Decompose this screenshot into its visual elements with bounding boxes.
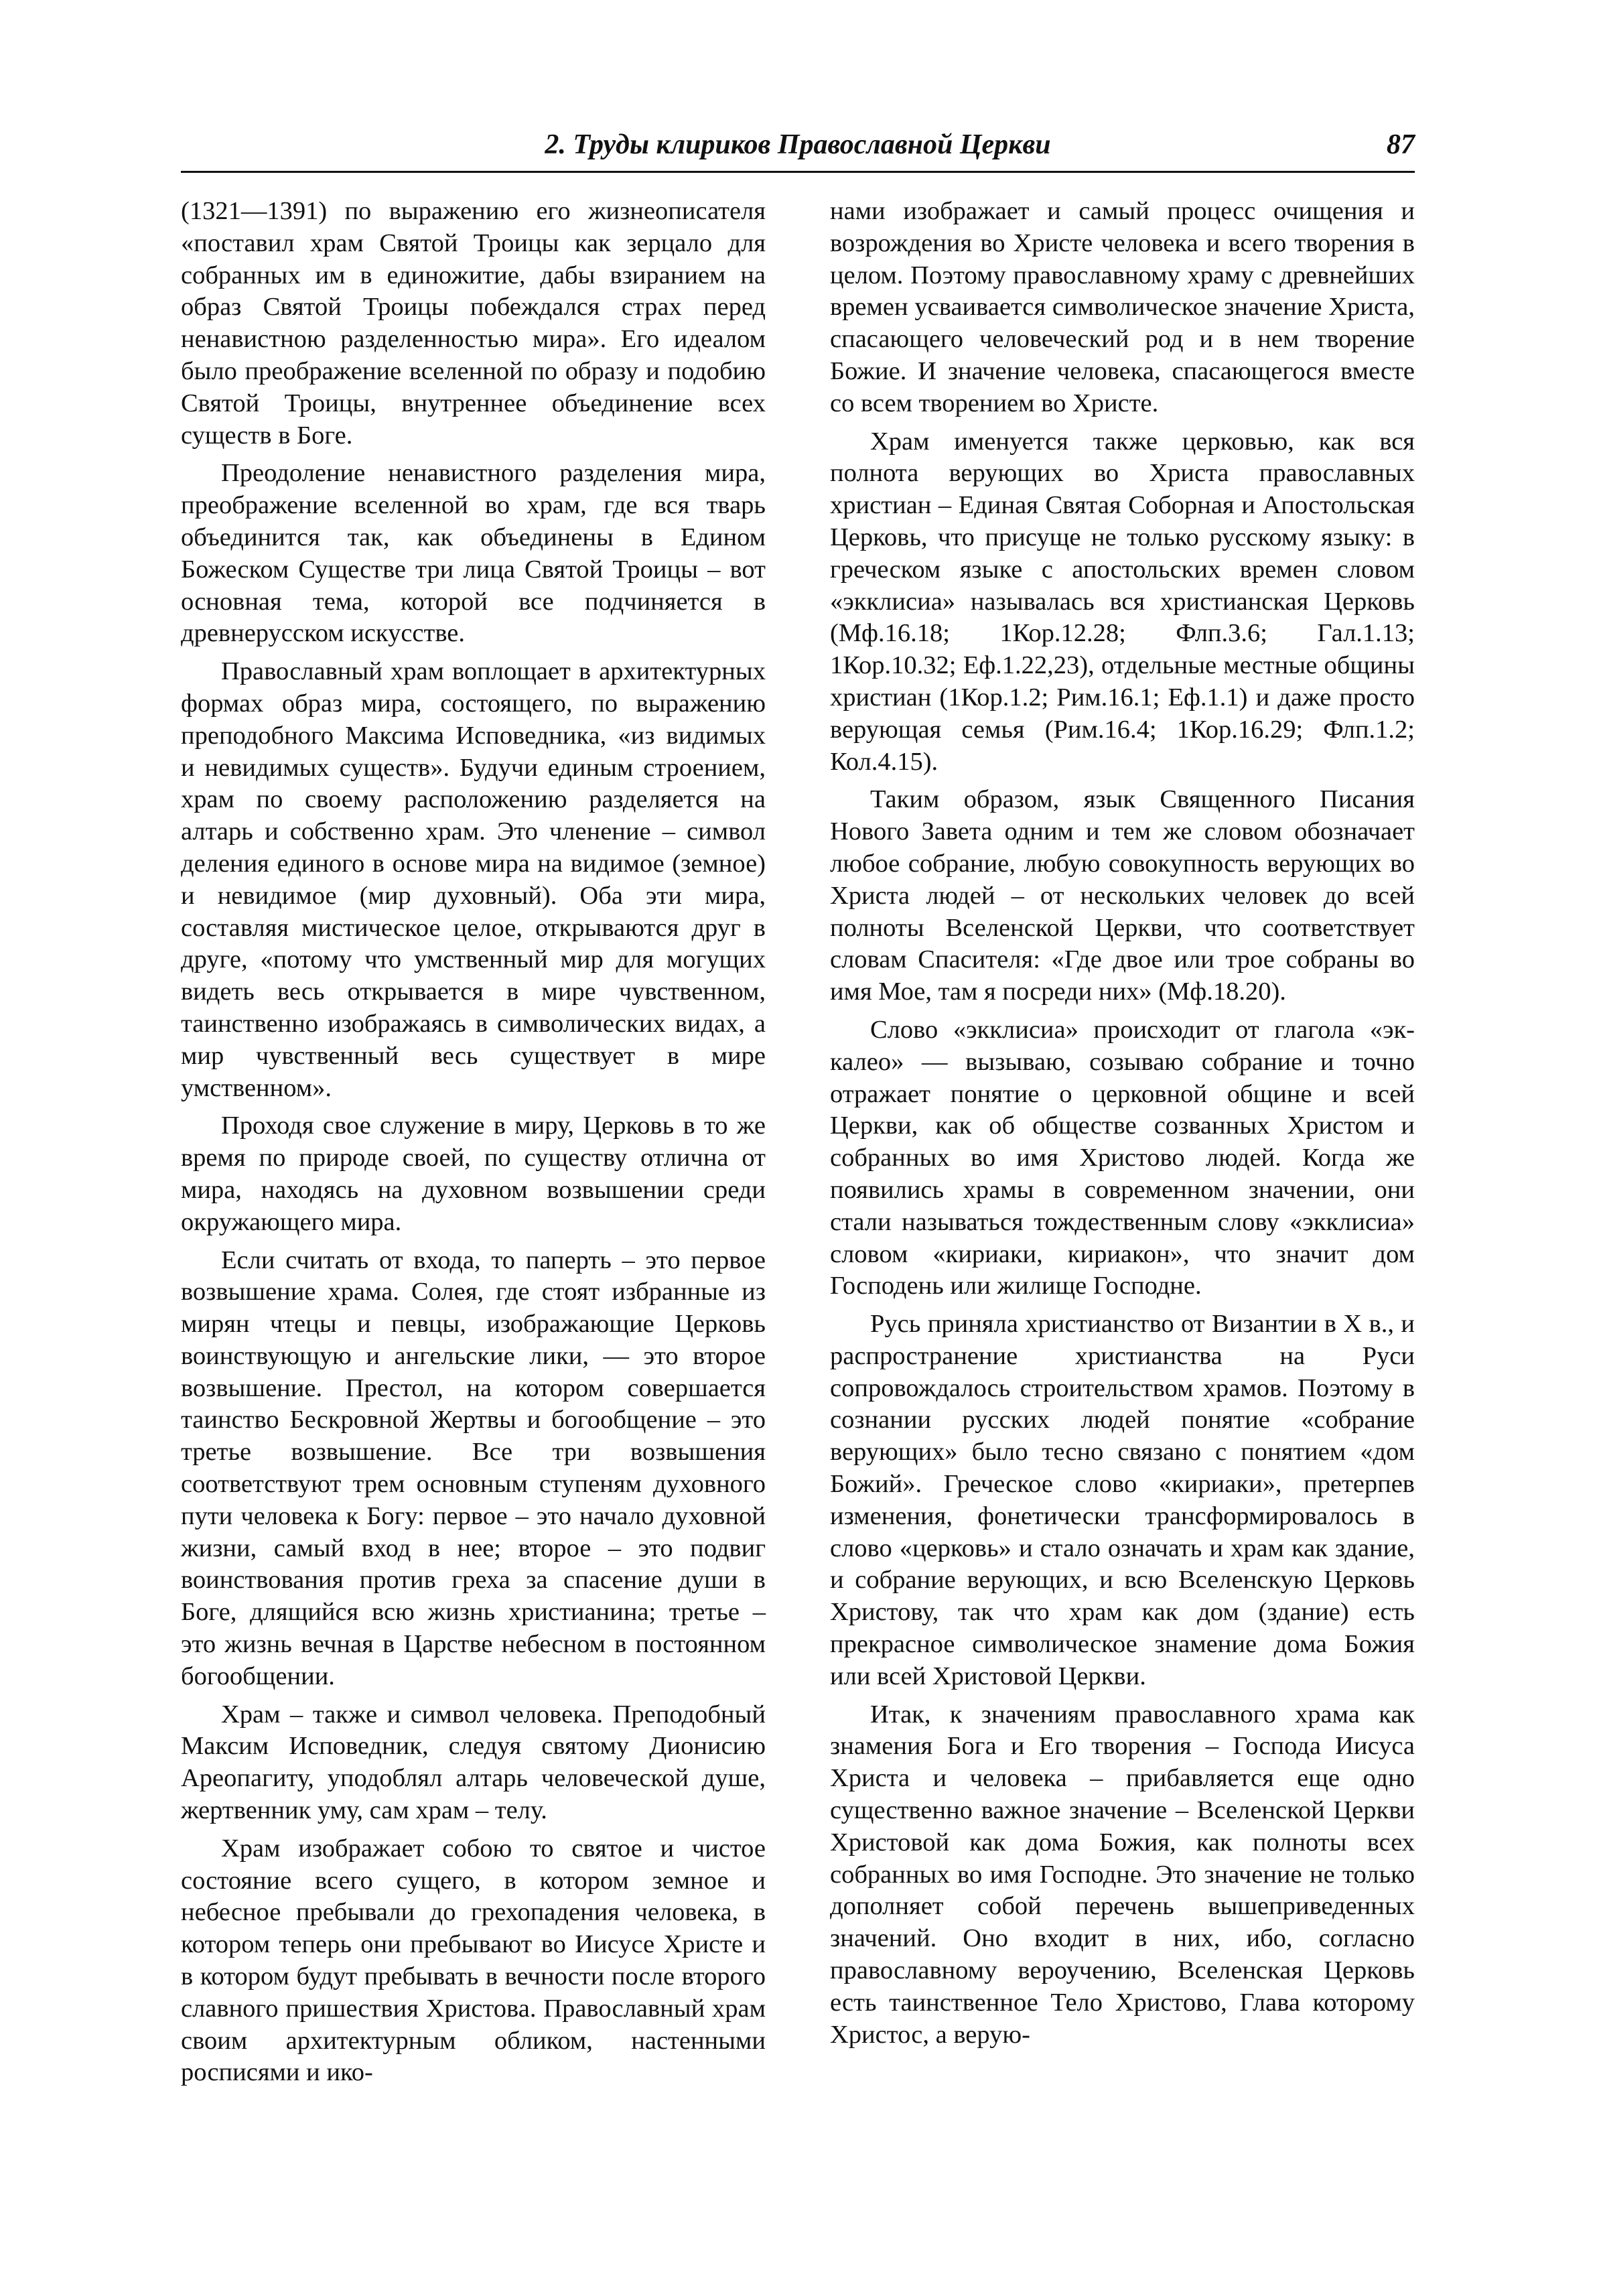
paragraph: Если считать от входа, то паперть – это первое возвышение храма. Солея, где стоят избранные из мирян чтецы и певцы, изображающие Церковь воинствующую и ангельские лики, — это второе возвышение. Престол, на котором совершается таинство Бескровной Жертвы и богообщение – это третье возвышение. Все три возвышения соответствуют трем основным ступеням духовного пути человека к Богу: первое – это начало духовной жизни, самый вход в нее; второе – это подвиг воинствования против греха за спасение души в Боге, длящийся всю жизнь христианина; третье – это жизнь вечная в Царстве небесном в постоянном богообщении. xyxy=(181,1245,766,1690)
paragraph: Храм изображает собою то святое и чистое состояние всего сущего, в котором земное и небесное пребывали до грехопадения человека, в котором теперь они пребывают во Иисусе Христе и в котором будут пребывать в вечности после второго славного пришествия Христова. Православный храм своим архитектурным обликом, настенными росписями и ико- xyxy=(181,1834,766,2087)
paragraph: Итак, к значениям православного храма как знамения Бога и Его творения – Господа Иисуса Христа и человека – прибавляется еще одно существенно важное значение – Вселенской Церкви Христовой как дома Божия, как полноты всех собранных во имя Господне. Это значение не только дополняет собой перечень вышеприведенных значений. Оно входит в них, ибо, согласно православному вероучению, Вселенская Церковь есть таинственное Тело Христово, Глава которому Христос, а верую- xyxy=(830,1700,1415,2049)
paragraph: Слово «экклисиа» происходит от глагола «эк-калео» — вызываю, созываю собрание и точно отражает понятие о церковной общине и всей Церкви, как об обществе созванных Христом и собранных во имя Христово людей. Когда же появились храмы в современном значении, они стали называться тождественным слову «экклисиа» словом «кириаки, кириакон», что значит дом Господень или жилище Господне. xyxy=(830,1015,1415,1300)
paragraph: Православный храм воплощает в архитектурных формах образ мира, состоящего, по выражению преподобного Максима Исповедника, «из видимых и невидимых существ». Будучи единым строением, храм по своему расположению разделяется на алтарь и собственно храм. Это членение – символ деления единого в основе мира на видимое (земное) и невидимое (мир духовный). Оба эти мира, составляя мистическое целое, открываются друг в друге, «потому что умственный мир для могущих видеть весь открывается в мире чувственном, таинственно изображаясь в символических видах, а мир чувственный весь существует в мире умственном». xyxy=(181,657,766,1102)
paragraph: Храм именуется также церковью, как вся полнота верующих во Христа православных христиан – Единая Святая Соборная и Апостольская Церковь, что присуще не только русскому языку: в греческом языке с апостольских времен словом «экклисиа» называлась вся христианская Церковь (Мф.16.18; 1Кор.12.28; Флп.3.6; Гал.1.13; 1Кор.10.32; Еф.1.22,23), отдельные местные общины христиан (1Кор.1.2; Рим.16.1; Еф.1.1) и даже просто верующая семья (Рим.16.4; 1Кор.16.29; Флп.1.2; Кол.4.15). xyxy=(830,427,1415,776)
right-column xyxy=(830,196,1415,2051)
page-number: 87 xyxy=(1387,129,1415,160)
paragraph: Храм – также и символ человека. Преподобный Максим Исповедник, следуя святому Дионисию Ареопагиту, уподоблял алтарь человеческой душе, жертвенник уму, сам храм – телу. xyxy=(181,1700,766,1825)
paragraph: Преодоление ненавистного разделения мира, преображение вселенной во храм, где вся тварь объединится так, как объединены в Едином Божеском Существе три лица Святой Троицы – вот основная тема, которой все подчиняется в древнерусском искусстве. xyxy=(181,459,766,648)
paragraph: Проходя свое служение в миру, Церковь в то же время по природе своей, по существу отлична от мира, находясь на духовном возвышении среди окружающего мира. xyxy=(181,1111,766,1236)
paragraph: Таким образом, язык Священного Писания Нового Завета одним и тем же словом обозначает любое собрание, любую совокупность верующих во Христа людей – от нескольких человек до всей полноты Вселенской Церкви, что соответствует словам Спасителя: «Где двое или трое собраны во имя Мое, там я посреди них» (Мф.18.20). xyxy=(830,785,1415,1006)
page-header xyxy=(181,124,1415,173)
paragraph: нами изображает и самый процесс очищения и возрождения во Христе человека и всего творения в целом. Поэтому православному храму с древнейших времен усваивается символическое значение Христа, спасающего человеческий род и в нем творение Божие. И значение человека, спасающегося вместе со всем творением во Христе. xyxy=(830,197,1415,417)
running-title: 2. Труды клириков Православной Церкви xyxy=(545,129,1051,160)
left-column xyxy=(181,196,766,2089)
paragraph: (1321—1391) по выражению его жизнеописателя «поставил храм Святой Троицы как зерцало для собранных им в единожитие, дабы взиранием на образ Святой Троицы побеждался страх перед ненавистною разделенностью мира». Его идеалом было преображение вселенной по образу и подобию Святой Троицы, внутреннее объединение всех существ в Боге. xyxy=(181,197,766,450)
paragraph: Русь приняла христианство от Византии в X в., и распространение христианства на Руси сопровождалось строительством храмов. Поэтому в сознании русских людей понятие «собрание верующих» было тесно связано с понятием «дом Божий». Греческое слово «кириаки», претерпев изменения, фонетически трансформировалось в слово «церковь» и стало означать и храм как здание, и собрание верующих, и всю Вселенскую Церковь Христову, так что храм как дом (здание) есть прекрасное символическое знамение дома Божия или всей Христовой Церкви. xyxy=(830,1310,1415,1690)
